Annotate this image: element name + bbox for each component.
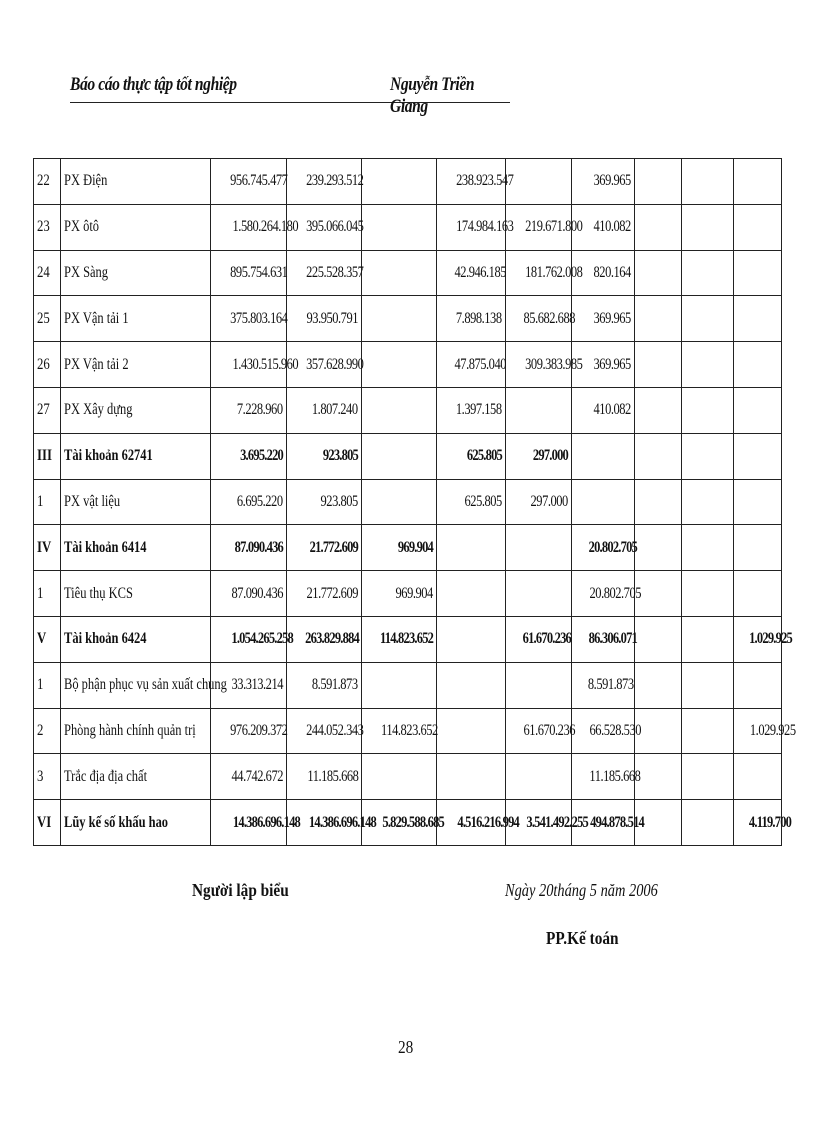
row-index: 27 (34, 387, 61, 433)
table-row (34, 204, 782, 250)
value-cell: 44.742.672 (211, 754, 287, 800)
row-index: IV (34, 525, 61, 571)
value-cell: 895.754.631 (211, 250, 287, 296)
value-cell: 42.946.185 (437, 250, 506, 296)
value-cell (734, 479, 782, 525)
value-cell: 820.164 (572, 250, 635, 296)
value-cell: 85.682.688 (506, 296, 572, 342)
row-label: Tài khoản 6414 (61, 525, 211, 571)
value-cell (682, 296, 734, 342)
row-index: 22 (34, 159, 61, 205)
value-cell: 1.580.264.180 (211, 204, 287, 250)
value-cell (437, 754, 506, 800)
value-cell: 969.904 (362, 571, 437, 617)
row-label: Tài khoản 6424 (61, 616, 211, 662)
value-cell (437, 616, 506, 662)
row-index: III (34, 433, 61, 479)
table-row (34, 387, 782, 433)
value-cell: 369.965 (572, 296, 635, 342)
value-cell (734, 342, 782, 388)
value-cell (734, 754, 782, 800)
table-row (34, 662, 782, 708)
value-cell (506, 754, 572, 800)
value-cell (682, 387, 734, 433)
value-cell (635, 616, 682, 662)
value-cell: 174.984.163 (437, 204, 506, 250)
row-label: PX vật liệu (61, 479, 211, 525)
value-cell (362, 296, 437, 342)
value-cell: 239.293.512 (287, 159, 362, 205)
value-cell: 14.386.696.148 (287, 800, 362, 846)
table-row (34, 616, 782, 662)
value-cell: 410.082 (572, 387, 635, 433)
row-index: V (34, 616, 61, 662)
value-cell (635, 296, 682, 342)
value-cell (734, 159, 782, 205)
value-cell: 375.803.164 (211, 296, 287, 342)
value-cell (506, 525, 572, 571)
row-index: 1 (34, 479, 61, 525)
value-cell (682, 250, 734, 296)
value-cell: 3.541.492.255 (506, 800, 572, 846)
value-cell (362, 387, 437, 433)
value-cell: 5.829.588.685 (362, 800, 437, 846)
row-index: 24 (34, 250, 61, 296)
value-cell: 11.185.668 (572, 754, 635, 800)
row-label: PX Điện (61, 159, 211, 205)
value-cell: 225.528.357 (287, 250, 362, 296)
value-cell: 114.823.652 (362, 616, 437, 662)
report-date: Ngày 20tháng 5 năm 2006 (505, 880, 658, 900)
value-cell: 20.802.705 (572, 571, 635, 617)
value-cell: 1.054.265.258 (211, 616, 287, 662)
value-cell (635, 662, 682, 708)
table-row (34, 525, 782, 571)
value-cell: 21.772.609 (287, 571, 362, 617)
depreciation-table (33, 158, 796, 846)
value-cell: 93.950.791 (287, 296, 362, 342)
value-cell (362, 204, 437, 250)
value-cell (635, 433, 682, 479)
value-cell: 33.313.214 (211, 662, 287, 708)
value-cell: 7.898.138 (437, 296, 506, 342)
row-label: Trắc địa địa chất (61, 754, 211, 800)
value-cell (506, 387, 572, 433)
value-cell: 3.695.220 (211, 433, 287, 479)
value-cell (682, 204, 734, 250)
value-cell (362, 754, 437, 800)
row-label: PX Vận tải 2 (61, 342, 211, 388)
value-cell (635, 159, 682, 205)
row-index: VI (34, 800, 61, 846)
value-cell: 976.209.372 (211, 708, 287, 754)
table-row (34, 296, 782, 342)
value-cell (635, 708, 682, 754)
value-cell (734, 662, 782, 708)
row-label: PX Vận tải 1 (61, 296, 211, 342)
value-cell (734, 525, 782, 571)
value-cell (506, 571, 572, 617)
row-label: PX Sàng (61, 250, 211, 296)
value-cell: 969.904 (362, 525, 437, 571)
value-cell: 8.591.873 (287, 662, 362, 708)
value-cell: 395.066.045 (287, 204, 362, 250)
table-row (34, 754, 782, 800)
accountant-label: PP.Kế toán (546, 928, 619, 948)
page-header (70, 72, 510, 117)
value-cell: 61.670.236 (506, 616, 572, 662)
value-cell (362, 342, 437, 388)
value-cell: 11.185.668 (287, 754, 362, 800)
value-cell (437, 525, 506, 571)
row-label: Lũy kế số khấu hao (61, 800, 211, 846)
value-cell: 357.628.990 (287, 342, 362, 388)
report-title: Báo cáo thực tập tốt nghiệp (70, 74, 237, 95)
value-cell: 7.228.960 (211, 387, 287, 433)
value-cell: 1.430.515.960 (211, 342, 287, 388)
value-cell: 6.695.220 (211, 479, 287, 525)
value-cell: 114.823.652 (362, 708, 437, 754)
value-cell: 297.000 (506, 479, 572, 525)
value-cell (682, 525, 734, 571)
value-cell (682, 800, 734, 846)
value-cell: 87.090.436 (211, 525, 287, 571)
value-cell (734, 204, 782, 250)
value-cell: 14.386.696.148 (211, 800, 287, 846)
value-cell (362, 662, 437, 708)
value-cell (682, 616, 734, 662)
row-label: Tiêu thụ KCS (61, 571, 211, 617)
value-cell: 61.670.236 (506, 708, 572, 754)
row-label: Phòng hành chính quản trị (61, 708, 211, 754)
value-cell: 494.878.514 (572, 800, 635, 846)
value-cell: 1.397.158 (437, 387, 506, 433)
value-cell (734, 250, 782, 296)
value-cell (682, 662, 734, 708)
value-cell (362, 479, 437, 525)
value-cell: 4.516.216.994 (437, 800, 506, 846)
row-index: 25 (34, 296, 61, 342)
value-cell (635, 387, 682, 433)
table-row (34, 250, 782, 296)
row-label: Tài khoản 62741 (61, 433, 211, 479)
value-cell (682, 571, 734, 617)
row-index: 26 (34, 342, 61, 388)
table-row (34, 708, 782, 754)
value-cell (635, 571, 682, 617)
value-cell: 956.745.477 (211, 159, 287, 205)
value-cell: 21.772.609 (287, 525, 362, 571)
value-cell (734, 296, 782, 342)
value-cell (506, 159, 572, 205)
value-cell: 219.671.800 (506, 204, 572, 250)
value-cell (734, 433, 782, 479)
value-cell (572, 479, 635, 525)
value-cell: 20.802.705 (572, 525, 635, 571)
value-cell (682, 708, 734, 754)
page-number: 28 (398, 1037, 414, 1057)
value-cell: 1.807.240 (287, 387, 362, 433)
row-index: 2 (34, 708, 61, 754)
table-row (34, 800, 782, 846)
value-cell: 1.029.925 (734, 616, 782, 662)
value-cell (437, 662, 506, 708)
value-cell (635, 204, 682, 250)
row-index: 1 (34, 662, 61, 708)
value-cell (734, 571, 782, 617)
value-cell: 238.923.547 (437, 159, 506, 205)
table-row (34, 159, 782, 205)
value-cell: 66.528.530 (572, 708, 635, 754)
value-cell: 923.805 (287, 433, 362, 479)
value-cell: 87.090.436 (211, 571, 287, 617)
value-cell: 244.052.343 (287, 708, 362, 754)
table-row (34, 479, 782, 525)
value-cell (572, 433, 635, 479)
author-name: Nguyễn Triền Giang (390, 74, 475, 117)
row-label: PX Xây dựng (61, 387, 211, 433)
value-cell: 1.029.925 (734, 708, 782, 754)
value-cell (362, 159, 437, 205)
value-cell (437, 708, 506, 754)
value-cell: 923.805 (287, 479, 362, 525)
value-cell (635, 479, 682, 525)
row-label: PX ôtô (61, 204, 211, 250)
value-cell: 625.805 (437, 433, 506, 479)
value-cell: 369.965 (572, 159, 635, 205)
preparer-label: Người lập biểu (192, 880, 289, 900)
value-cell (635, 525, 682, 571)
value-cell: 4.119.700 (734, 800, 782, 846)
value-cell: 8.591.873 (572, 662, 635, 708)
value-cell (437, 571, 506, 617)
value-cell (635, 342, 682, 388)
value-cell: 309.383.985 (506, 342, 572, 388)
table-row (34, 571, 782, 617)
value-cell (734, 387, 782, 433)
row-index: 1 (34, 571, 61, 617)
value-cell (682, 479, 734, 525)
value-cell (362, 433, 437, 479)
row-index: 3 (34, 754, 61, 800)
value-cell: 47.875.040 (437, 342, 506, 388)
value-cell: 625.805 (437, 479, 506, 525)
value-cell: 369.965 (572, 342, 635, 388)
value-cell (635, 250, 682, 296)
value-cell (506, 662, 572, 708)
value-cell: 181.762.008 (506, 250, 572, 296)
value-cell: 86.306.071 (572, 616, 635, 662)
row-index: 23 (34, 204, 61, 250)
table-row (34, 342, 782, 388)
table-row (34, 433, 782, 479)
value-cell: 297.000 (506, 433, 572, 479)
value-cell: 410.082 (572, 204, 635, 250)
value-cell (362, 250, 437, 296)
value-cell (635, 754, 682, 800)
value-cell (682, 342, 734, 388)
row-label: Bộ phận phục vụ sản xuất chung (61, 662, 211, 708)
value-cell (682, 159, 734, 205)
value-cell: 263.829.884 (287, 616, 362, 662)
value-cell (682, 433, 734, 479)
value-cell (682, 754, 734, 800)
